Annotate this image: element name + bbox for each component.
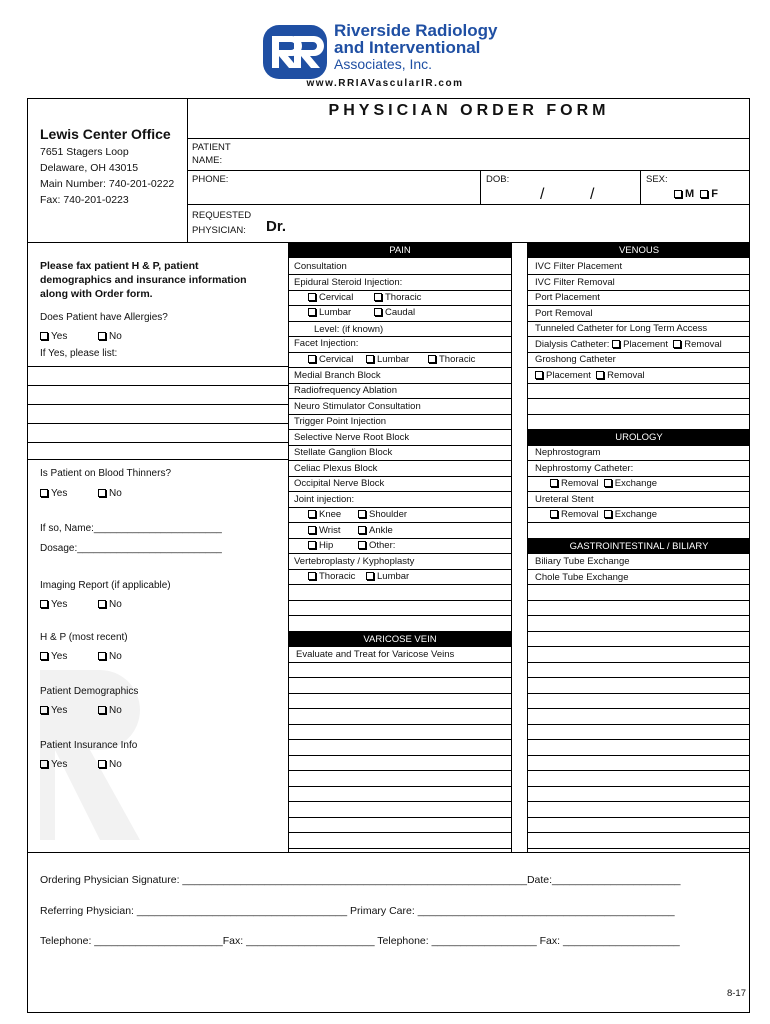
row-rule <box>289 832 511 833</box>
option-label: Shoulder <box>369 509 408 520</box>
insurance-no[interactable] <box>98 759 122 770</box>
divider <box>27 459 288 460</box>
no-label: No <box>109 705 122 716</box>
varicose-header: VARICOSE VEIN <box>289 632 511 647</box>
row-rule <box>289 615 511 616</box>
row-rule <box>528 414 750 415</box>
checkbox-icon <box>358 510 366 518</box>
venous-groshong[interactable]: Groshong Catheter <box>535 354 616 365</box>
checkbox-icon <box>308 572 316 580</box>
pain-medial-branch[interactable]: Medial Branch Block <box>294 370 381 381</box>
gi-biliary[interactable]: Biliary Tube Exchange <box>535 556 630 567</box>
row-rule <box>289 848 511 849</box>
row-rule <box>289 724 511 725</box>
sex-f-label: F <box>711 188 719 200</box>
patient-name-label-2: NAME: <box>192 155 223 166</box>
row-rule <box>528 662 750 663</box>
row-rule <box>528 848 750 849</box>
row-rule <box>289 429 511 430</box>
blood-thinners-question: Is Patient on Blood Thinners? <box>40 468 172 479</box>
varicose-evaluate[interactable]: Evaluate and Treat for Varicose Veins <box>296 649 455 660</box>
venous-header: VENOUS <box>528 243 750 258</box>
option-label: Hip <box>319 540 334 551</box>
demographics-label: Patient Demographics <box>40 686 139 697</box>
joint-knee[interactable] <box>308 509 341 520</box>
row-rule <box>289 538 511 539</box>
option-label: Lumbar <box>377 571 410 582</box>
option-label: Thoracic <box>385 292 422 303</box>
divider <box>27 366 288 367</box>
pain-epidural[interactable]: Epidural Steroid Injection: <box>294 277 403 288</box>
option-label: Cervical <box>319 292 354 303</box>
checkbox-icon <box>98 760 106 768</box>
allergies-yes[interactable] <box>40 331 67 342</box>
hp-no[interactable] <box>98 651 122 662</box>
pain-occipital[interactable]: Occipital Nerve Block <box>294 478 385 489</box>
checkbox-icon <box>604 479 612 487</box>
checkbox-icon <box>358 526 366 534</box>
row-rule <box>528 367 750 368</box>
option-label: Placement <box>546 370 591 381</box>
divider <box>27 385 288 386</box>
blood-thinners-no[interactable] <box>98 488 122 499</box>
row-rule <box>289 274 511 275</box>
row-rule <box>528 646 750 647</box>
facet-thoracic[interactable] <box>428 354 475 365</box>
checkbox-icon <box>40 652 48 660</box>
no-label: No <box>109 599 122 610</box>
row-rule <box>528 615 750 616</box>
divider <box>187 138 750 139</box>
yes-label: Yes <box>51 705 68 716</box>
option-label: Thoracic <box>319 571 356 582</box>
row-rule <box>528 739 750 740</box>
office-name: Lewis Center Office <box>40 126 171 142</box>
hp-yes[interactable] <box>40 651 67 662</box>
checkbox-icon <box>40 706 48 714</box>
form-code: 8-17 <box>726 988 746 999</box>
imaging-no[interactable] <box>98 599 122 610</box>
nephrostomy-options[interactable] <box>550 478 657 489</box>
checkbox-icon <box>366 572 374 580</box>
checkbox-icon <box>40 489 48 497</box>
checkbox-icon <box>98 706 106 714</box>
epidural-cervical[interactable] <box>308 292 353 303</box>
office-address-1: 7651 Stagers Loop <box>40 146 129 158</box>
divider <box>640 170 641 204</box>
row-rule <box>289 321 511 322</box>
checkbox-icon <box>366 355 374 363</box>
epidural-lumbar[interactable] <box>308 307 351 318</box>
row-rule <box>289 507 511 508</box>
row-rule <box>528 584 750 585</box>
row-rule <box>528 801 750 802</box>
row-rule <box>528 770 750 771</box>
row-rule <box>528 569 750 570</box>
row-rule <box>528 631 750 632</box>
facet-cervical[interactable] <box>308 354 353 365</box>
allergies-no[interactable] <box>98 331 122 342</box>
checkbox-icon <box>40 760 48 768</box>
imaging-yes[interactable] <box>40 599 67 610</box>
office-address-2: Delaware, OH 43015 <box>40 162 139 174</box>
row-rule <box>528 460 750 461</box>
option-label: Placement <box>623 339 668 350</box>
option-label: Lumbar <box>319 307 352 318</box>
company-logo <box>262 22 522 86</box>
divider <box>480 170 481 204</box>
insurance-label: Patient Insurance Info <box>40 740 138 751</box>
row-rule <box>289 367 511 368</box>
row-rule <box>528 677 750 678</box>
checkbox-icon <box>40 600 48 608</box>
row-rule <box>289 305 511 306</box>
row-rule <box>289 476 511 477</box>
option-label: Other: <box>369 540 396 551</box>
row-rule <box>528 491 750 492</box>
phone-label: PHONE: <box>192 174 229 185</box>
checkbox-icon <box>308 308 316 316</box>
allergies-list-label: If Yes, please list: <box>40 348 118 359</box>
pain-selective-nerve[interactable]: Selective Nerve Root Block <box>294 432 410 443</box>
checkbox-icon <box>308 293 316 301</box>
row-rule <box>289 693 511 694</box>
option-label: Wrist <box>319 525 341 536</box>
requested-label-2: PHYSICIAN: <box>192 225 246 236</box>
no-label: No <box>109 331 122 342</box>
yes-label: Yes <box>51 599 68 610</box>
pain-neuro-stim[interactable]: Neuro Stimulator Consultation <box>294 401 421 412</box>
pain-joint[interactable]: Joint injection: <box>294 494 355 505</box>
checkbox-icon <box>673 340 681 348</box>
epidural-caudal[interactable] <box>374 307 415 318</box>
row-rule <box>528 786 750 787</box>
no-label: No <box>109 759 122 770</box>
row-rule <box>289 662 511 663</box>
checkbox-icon <box>358 541 366 549</box>
gi-chole[interactable]: Chole Tube Exchange <box>535 572 629 583</box>
row-rule <box>289 383 511 384</box>
row-rule <box>528 290 750 291</box>
option-label: Ankle <box>369 525 393 536</box>
checkbox-icon <box>98 600 106 608</box>
allergies-question: Does Patient have Allergies? <box>40 312 168 323</box>
requested-label-1: REQUESTED <box>192 210 252 221</box>
no-label: No <box>109 651 122 662</box>
pain-radiofrequency[interactable]: Radiofrequency Ablation <box>294 385 397 396</box>
row-rule <box>528 398 750 399</box>
divider <box>288 242 289 852</box>
option-label: Removal <box>684 339 722 350</box>
venous-dialysis[interactable] <box>535 339 722 350</box>
epidural-thoracic[interactable] <box>374 292 421 303</box>
epidural-level[interactable]: Level: (if known) <box>314 324 384 335</box>
insurance-yes[interactable] <box>40 759 67 770</box>
row-rule <box>289 522 511 523</box>
logo-line-1: Riverside Radiology <box>334 21 498 40</box>
checkbox-icon <box>550 479 558 487</box>
row-rule <box>289 786 511 787</box>
venous-port-removal[interactable]: Port Removal <box>535 308 593 319</box>
logo-line-2: and Interventional <box>334 38 481 57</box>
row-rule <box>289 414 511 415</box>
checkbox-icon <box>308 541 316 549</box>
option-label: Removal <box>561 478 599 489</box>
row-rule <box>528 274 750 275</box>
sex-options <box>674 188 718 200</box>
row-rule <box>528 708 750 709</box>
dosage-field[interactable]: Dosage:__________________________ <box>40 543 222 554</box>
row-rule <box>289 677 511 678</box>
yes-label: Yes <box>51 651 68 662</box>
checkbox-icon <box>40 332 48 340</box>
checkbox-icon <box>596 371 604 379</box>
row-rule <box>289 755 511 756</box>
hp-label: H & P (most recent) <box>40 632 128 643</box>
row-rule <box>528 832 750 833</box>
row-rule <box>289 445 511 446</box>
form-title: PHYSICIAN ORDER FORM <box>328 102 610 119</box>
checkbox-icon <box>308 355 316 363</box>
dr-prefix: Dr. <box>266 218 287 235</box>
row-rule <box>289 584 511 585</box>
row-rule <box>289 817 511 818</box>
pain-consultation[interactable]: Consultation <box>294 261 347 272</box>
divider <box>511 242 512 852</box>
option-label: Caudal <box>385 307 416 318</box>
joint-other[interactable] <box>358 540 395 551</box>
checkbox-icon <box>98 652 106 660</box>
vert-thoracic[interactable] <box>308 571 355 582</box>
sex-f-checkbox[interactable] <box>700 190 708 198</box>
row-rule <box>528 445 750 446</box>
gi-header: GASTROINTESTINAL / BILIARY <box>528 539 750 554</box>
checkbox-icon <box>98 332 106 340</box>
vert-lumbar[interactable] <box>366 571 409 582</box>
row-rule <box>528 352 750 353</box>
yes-label: Yes <box>51 331 68 342</box>
row-rule <box>528 817 750 818</box>
sex-label: SEX: <box>646 174 668 185</box>
ordering-signature-line[interactable]: Ordering Physician Signature: ___________________________________________________________Date:______________________ <box>40 874 681 886</box>
pain-header: PAIN <box>289 243 511 258</box>
option-label: Knee <box>319 509 342 520</box>
option-label: Removal <box>607 370 645 381</box>
urology-header: UROLOGY <box>528 430 750 445</box>
row-rule <box>289 336 511 337</box>
option-label: Exchange <box>614 509 658 520</box>
ureteral-options[interactable] <box>550 509 657 520</box>
venous-ivc-placement[interactable]: IVC Filter Placement <box>535 261 623 272</box>
pain-stellate[interactable]: Stellate Ganglion Block <box>294 447 393 458</box>
dob-slash-2: / <box>590 186 595 203</box>
divider <box>27 423 288 424</box>
row-rule <box>528 305 750 306</box>
demographics-no[interactable] <box>98 705 122 716</box>
checkbox-icon <box>535 371 543 379</box>
row-rule <box>289 739 511 740</box>
divider <box>27 852 750 853</box>
venous-ivc-removal[interactable]: IVC Filter Removal <box>535 277 615 288</box>
checkbox-icon <box>550 510 558 518</box>
joint-wrist[interactable] <box>308 525 340 536</box>
row-rule <box>528 507 750 508</box>
row-rule <box>289 801 511 802</box>
yes-label: Yes <box>51 488 68 499</box>
option-label: Lumbar <box>377 354 410 365</box>
row-rule <box>289 290 511 291</box>
checkbox-icon <box>308 510 316 518</box>
row-rule <box>289 600 511 601</box>
option-label: Thoracic <box>439 354 476 365</box>
sex-m-checkbox[interactable] <box>674 190 682 198</box>
thinner-name-field[interactable]: If so, Name:_______________________ <box>40 523 222 534</box>
row-rule <box>289 708 511 709</box>
row-rule <box>528 755 750 756</box>
row-rule <box>289 491 511 492</box>
rr-logo-icon <box>262 24 328 80</box>
divider <box>27 404 288 405</box>
referring-physician-line[interactable]: Referring Physician: ____________________________________ Primary Care: ____________________________________________ <box>40 905 675 917</box>
urology-nephrostogram[interactable]: Nephrostogram <box>535 447 601 458</box>
row-rule <box>528 321 750 322</box>
joint-shoulder[interactable] <box>358 509 407 520</box>
row-rule <box>528 600 750 601</box>
no-label: No <box>109 488 122 499</box>
telephone-fax-line[interactable]: Telephone: ______________________Fax: ______________________ Telephone: __________________ Fax: ____________________ <box>40 935 680 947</box>
checkbox-icon <box>98 489 106 497</box>
row-rule <box>528 522 750 523</box>
venous-port-placement[interactable]: Port Placement <box>535 292 600 303</box>
dob-slash-1: / <box>540 186 545 203</box>
website-url: www.RRIAVascularIR.com <box>306 78 464 89</box>
option-label: Exchange <box>614 478 658 489</box>
checkbox-icon <box>374 293 382 301</box>
sex-m-label: M <box>685 188 695 200</box>
row-rule <box>528 693 750 694</box>
row-rule <box>528 476 750 477</box>
pain-trigger-point[interactable]: Trigger Point Injection <box>294 416 387 427</box>
office-main-number: Main Number: 740-201-0222 <box>40 178 175 190</box>
dob-label: DOB: <box>486 174 510 185</box>
row-rule <box>289 460 511 461</box>
divider <box>27 442 288 443</box>
logo-line-3: Associates, Inc. <box>334 56 433 72</box>
checkbox-icon <box>308 526 316 534</box>
checkbox-icon <box>428 355 436 363</box>
checkbox-icon <box>612 340 620 348</box>
option-label: Removal <box>561 509 599 520</box>
checkbox-icon <box>604 510 612 518</box>
blood-thinners-yes[interactable] <box>40 488 67 499</box>
pain-celiac[interactable]: Celiac Plexus Block <box>294 463 378 474</box>
logo-text <box>334 22 497 72</box>
urology-ureteral[interactable]: Ureteral Stent <box>535 494 594 505</box>
row-rule <box>528 724 750 725</box>
patient-name-label-1: PATIENT <box>192 142 231 153</box>
option-label: Cervical <box>319 354 354 365</box>
pain-vertebroplasty[interactable]: Vertebroplasty / Kyphoplasty <box>294 556 415 567</box>
yes-label: Yes <box>51 759 68 770</box>
dialysis-label: Dialysis Catheter: <box>535 339 610 350</box>
divider <box>187 204 750 205</box>
row-rule <box>528 336 750 337</box>
office-fax: Fax: 740-201-0223 <box>40 194 129 206</box>
groshong-options[interactable] <box>535 370 645 381</box>
divider <box>187 170 750 171</box>
row-rule <box>289 770 511 771</box>
joint-ankle[interactable] <box>358 525 393 536</box>
row-rule <box>289 398 511 399</box>
urology-nephrostomy[interactable]: Nephrostomy Catheter: <box>535 463 634 474</box>
fax-notice: Please fax patient H & P, patient demographics and insurance information along with Order form. <box>40 260 247 300</box>
row-rule <box>289 569 511 570</box>
row-rule <box>528 383 750 384</box>
row-rule <box>289 352 511 353</box>
venous-tunneled[interactable]: Tunneled Catheter for Long Term Access <box>535 323 708 334</box>
demographics-yes[interactable] <box>40 705 67 716</box>
pain-facet[interactable]: Facet Injection: <box>294 338 359 349</box>
facet-lumbar[interactable] <box>366 354 409 365</box>
imaging-report-label: Imaging Report (if applicable) <box>40 580 171 591</box>
row-rule <box>289 553 511 554</box>
checkbox-icon <box>374 308 382 316</box>
joint-hip[interactable] <box>308 540 333 551</box>
